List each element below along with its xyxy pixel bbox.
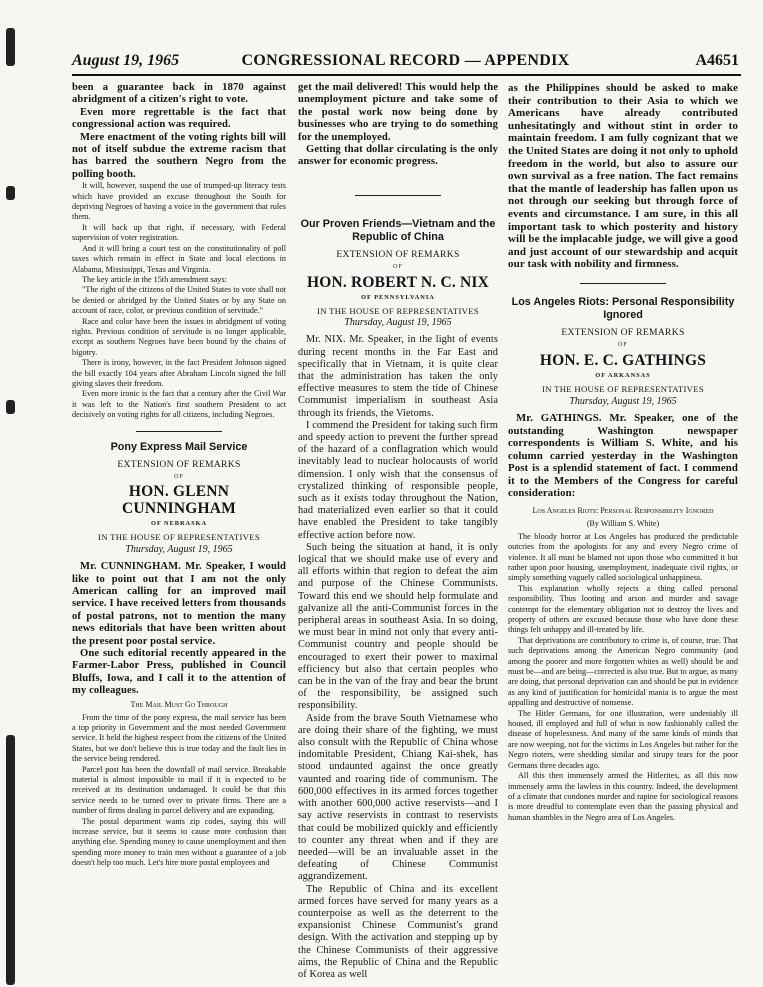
lead-remarks	[72, 561, 286, 697]
remarks-date: Thursday, August 19, 1965	[344, 317, 452, 329]
publication-title: CONGRESSIONAL RECORD — APPENDIX	[241, 52, 570, 69]
binding-mark	[6, 28, 15, 66]
paragraph: From the time of the pony express, the mail service has been a top priority in Government and the most needed Government service. It held the highest respect from the citizens of the United States, but we don't believe this is true today and the fault lies in the service being rendered.	[72, 712, 286, 764]
paragraph: The key article in the 15th amendment says:	[82, 274, 227, 284]
lead-remarks	[298, 334, 498, 981]
paragraph: That deprivations are contributory to crime is, of course, true. That such deprivations among the American Negro community (and among the poorer and more forgotten whites as well) should be and must be—and are being—corrected is also true. But to argue, as many are doing, that personal deprivation can and should be put in evidence as any kind of justification for homicidal mania is to argue the most appalling and destructive of nonsense.	[508, 635, 738, 708]
representative-state: OF ARKANSAS	[595, 371, 651, 379]
representative-state: OF PENNSYLVANIA	[361, 293, 435, 301]
article-headline: Pony Express Mail Service	[110, 440, 248, 453]
column-3	[508, 82, 738, 823]
binding-mark	[6, 400, 15, 414]
house-label: IN THE HOUSE OF REPRESENTATIVES	[542, 383, 704, 394]
paragraph: Mr. NIX. Mr. Speaker, in the light of events during recent months in the Far East and specifically that in Vietnam, it is quite clear that the administration has taken the only effective measures to stem the tide of Chinese Communist imperialism in southeast Asia through its friends, the Vietoms.	[298, 334, 498, 419]
editorial-body	[72, 713, 286, 869]
section-separator	[355, 195, 441, 196]
quotation: "The right of the citizens of the United States to vote shall not be denied or abridged by the United States or by any State on account of race, color, or previous condition of servitude."	[72, 285, 286, 316]
binding-mark	[6, 735, 15, 985]
page-header	[72, 52, 739, 74]
section-separator	[580, 283, 666, 284]
extension-of-remarks: EXTENSION OF REMARKS	[117, 458, 241, 470]
column-body	[508, 532, 738, 823]
paragraph: Race and color have been the issues in abridgment of voting rights. Previous condition of servitude is no longer applicable, except as southern Negroes have been bound by the chains of bigotry.	[72, 316, 286, 357]
byline: (By William S. White)	[586, 518, 660, 528]
paragraph: It will, however, suspend the use of trumped-up literacy tests which have provided an excuse throughout the South for depriving Negroes of having a voice in the government that rules them.	[72, 181, 286, 222]
page-number: A4651	[695, 52, 739, 69]
paragraph: It will back up that right, if necessary, with Federal supervision of voter registration.	[72, 222, 286, 243]
column-2	[298, 82, 498, 981]
representative-name: HON. ROBERT N. C. NIX	[306, 273, 490, 291]
paragraph: Aside from the brave South Vietnamese who are doing their share of the fighting, we must also consult with the Republic of China whose indomitable President, Chiang Kai-shek, has stood undaunted against the once greatly vaunted and roaring tide of communism. The 600,000 effectives in its armed forces together with another 600,000 active reservists—and I say active reservists in contrast to reservists that could be mobilized quickly and efficiently to counter any threat when and if they are needed—will be an invaluable asset in the defeating of Chinese Communist aggrandizement.	[298, 712, 498, 883]
column-2-continuation	[298, 82, 498, 169]
paragraph: The postal department wants zip codes, saying this will increase service, but it seems to cause more confusion than anything else. Spending money to cause unemployment and then spending more money to train men without a guarantee of a job doesn't help too much. Let's hire more postal employees and	[72, 816, 286, 868]
article-headline: Los Angeles Riots: Personal Responsibility Ignored	[511, 295, 735, 321]
paragraph: And it will bring a court test on the constitutionality of poll taxes which remain in effect in State and local elections in Alabama, Mississippi, Texas and Virginia.	[72, 243, 286, 274]
paragraph: Even more ironic is the fact that a century after the Civil War it was left to the Nation's first southern President to act decisively on voting rights for all citizens, including Negroes.	[72, 389, 286, 420]
paragraph: All this then immensely armed the Hitlerites, as all this now immensely arms the lawless in this country. Indeed, the development of a climate that condones murder and rapine for sociological reasons is more dreadful to contemplate even than the passing physical and human shambles in the Negro area of Los Angeles.	[508, 771, 738, 822]
paragraph: Even more regrettable is the fact that congressional action was required.	[72, 106, 286, 131]
of-label: OF	[174, 473, 184, 480]
paragraph: been a guarantee back in 1870 against abridgment of a citizen's right to vote.	[72, 82, 286, 106]
header-rule	[72, 74, 741, 76]
paragraph: Mere enactment of the voting rights bill will not of itself subdue the extreme racism that has barred the southern Negro from the polling booth.	[72, 131, 286, 180]
house-label: IN THE HOUSE OF REPRESENTATIVES	[317, 305, 479, 316]
paragraph: as the Philippines should be asked to make their contribution to their Asia to which we Americans have already contributed unhesitatingly and without stint in order to maintain freedom. I am fully cognizant that we the United States are doing it not only to uphold freedom in the world, but also to assure our own survival as a free nation. The fact remains that the mantle of leadership has fallen upon us not through our seeking but through force of events and circumstance. I am sure, in this all important task to which posterity and history will be the implacable judge, we will give a good and just account of our stewardship and acquit our task with nobility and firmness.	[508, 82, 738, 271]
representative-state: OF NEBRASKA	[150, 520, 208, 528]
paragraph: Parcel post has been the downfall of mail service. Breakable material is almost impossible to mail if it is expected to be received at its destination undamaged. It could be that this service needs to be turned over to private firms. There are a number of firms dealing in parcel delivery and are expanding.	[72, 764, 286, 816]
extension-of-remarks: EXTENSION OF REMARKS	[561, 326, 685, 338]
paragraph: I commend the President for taking such firm and speedy action to prevent the further spread of the hazard of a conflagration which would inevitably lead to nuclear holocausts of world dimension. I only wish that the consensus of crystalized thinking of responsible people, such as it exists today throughout the Nation, had materialized even earlier so that it could have enabled the President to take tangibly effective action before now.	[298, 419, 498, 541]
column-1	[72, 82, 286, 869]
section-separator	[136, 431, 222, 432]
of-label: OF	[393, 263, 403, 270]
column-1-continuation	[72, 82, 286, 181]
paragraph: This explanation wholly rejects a thing called personal responsibility. Thus looting and arson and murder and savage contempt for the elementary obligation not to destroy the lives and property of others are excused because those who have done these things felt unhappy and ill-treated by life.	[508, 583, 738, 635]
paragraph: Mr. CUNNINGHAM. Mr. Speaker, I would like to point out that I am not the only American calling for an improved mail service. I have received letters from thousands of postal patrons, not to mention the many news editorials that have been written about the present poor postal service.	[72, 561, 286, 647]
paragraph: There is irony, however, in the fact President Johnson signed the bill exactly 104 years after Abraham Lincoln signed the bill giving slaves their freedom.	[72, 358, 286, 388]
paragraph: The bloody horror at Los Angeles has produced the predictable outcries from the apologists for any and every Negro crime of violence. It all must be blamed not upon those who committed it but rather upon poor housing, unemployment, inadequate civil rights, or simply something vaguely called sociological unhappiness.	[508, 531, 738, 583]
paragraph: Getting that dollar circulating is the only answer for economic progress.	[298, 144, 498, 168]
remarks-date: Thursday, August 19, 1965	[569, 395, 677, 407]
column-3-continuation	[508, 82, 738, 271]
paragraph: Mr. GATHINGS. Mr. Speaker, one of the outstanding Washington newspaper correspondents is William S. White, and his column carried yesterday in the Washington Post is a splendid statement of fact. I commend it to the Members of the Congress for careful consideration:	[508, 412, 738, 500]
article-headline: Our Proven Friends—Vietnam and the Republic of China	[300, 217, 496, 243]
editorial-subhead: The Mail Must Go Through	[130, 699, 228, 709]
lead-remarks	[508, 412, 738, 500]
remarks-date: Thursday, August 19, 1965	[125, 544, 233, 556]
paragraph: The Hitler Germans, for one illustration, were undeniably ill housed, ill employed and full of what is now fashionably called the disease of hopelessness. And many of the same kinds of minds that are now weeping, not for the victims in Los Angeles but rather for the Negro rioters, were shedding similar and sirupy tears for the poor Germans three decades ago.	[508, 708, 738, 770]
column-1-continuation-body	[72, 181, 286, 420]
page-date: August 19, 1965	[72, 52, 180, 69]
paragraph: The Republic of China and its excellent armed forces have served for many years as a counterpoise as well as the deterrent to the expansionist Chinese Communist's grand design. With the activation and stepping up by the Chinese Communists of their aggressive aims, the Republic of China and the Republic of Korea as well	[298, 883, 498, 980]
extension-of-remarks: EXTENSION OF REMARKS	[336, 248, 460, 260]
paragraph: One such editorial recently appeared in the Farmer-Labor Press, published in Council Bluffs, Iowa, and I call it to the attention of my colleagues.	[72, 647, 286, 697]
column-subhead: Los Angeles Riots: Personal Responsibility Ignored	[532, 505, 714, 515]
of-label: OF	[618, 341, 628, 348]
house-label: IN THE HOUSE OF REPRESENTATIVES	[98, 532, 260, 543]
paragraph: get the mail delivered! This would help the unemployment picture and take some of the postal work now being done by businesses who are trying to do something for the unemployed.	[298, 82, 498, 143]
representative-name: HON. E. C. GATHINGS	[539, 351, 707, 369]
paragraph: Such being the situation at hand, it is only logical that we should make use of every and all efforts within that region to defeat the aim and purpose of the Chinese Communists. Toward this end we should help formulate and galvanize all the anti-Communist forces in the peripheral areas in southeast Asia. In so doing, we must bear in mind not only that every anti-Communist country and people should be encouraged to exert their power to maximal efficiency but also that certain peoples who can be in the van of the fray and bear the brunt of the responsibility, be assigned such responsibility.	[298, 541, 498, 712]
representative-name: HON. GLENN CUNNINGHAM	[122, 483, 236, 518]
binding-mark	[6, 186, 15, 200]
